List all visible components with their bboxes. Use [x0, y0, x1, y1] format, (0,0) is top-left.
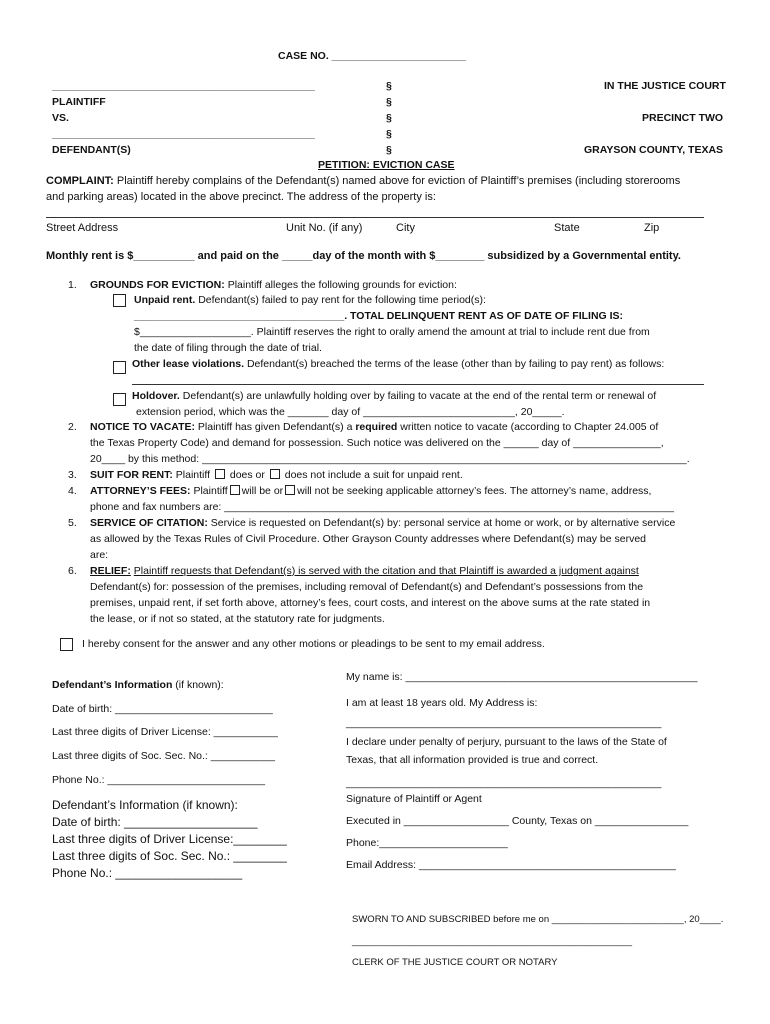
other-violations-heading: Other lease violations. — [132, 358, 245, 370]
defendant-info-title — [52, 678, 224, 694]
defendant-phone[interactable]: Phone No.: ___________________________ — [52, 774, 266, 786]
suit-for-rent-a: Plaintiff — [175, 469, 211, 481]
other-violations-line[interactable] — [132, 384, 704, 385]
unit-label: Unit No. (if any) — [286, 222, 363, 234]
holdover-checkbox[interactable] — [113, 393, 126, 406]
holdover-heading: Holdover. — [132, 390, 180, 402]
attorney-fees-b: will be or — [241, 485, 284, 497]
defendant-info-heading: Defendant’s Information — [52, 679, 173, 691]
item-1 — [90, 278, 457, 294]
attorney-fees-heading: ATTORNEY’S FEES: — [90, 485, 191, 497]
email-consent-checkbox[interactable] — [60, 638, 73, 651]
relief-line-4: the lease, or if not so stated, at the statutory rate for judgments. — [90, 613, 385, 625]
attorney-fees-a: Plaintiff — [193, 485, 228, 497]
service-line-3: are: — [90, 549, 109, 561]
defendant-info-suffix: (if known): — [175, 679, 224, 691]
notice-text-a: Plaintiff has given Defendant(s) a — [197, 421, 353, 433]
defendant-info-large-title: Defendant’s Information (if known): — [52, 798, 238, 812]
does-not-checkbox[interactable] — [270, 469, 280, 479]
defendant-phone-large[interactable]: Phone No.: ___________________ — [52, 866, 243, 880]
notice-heading: NOTICE TO VACATE: — [90, 421, 195, 433]
attorney-contact-line[interactable]: phone and fax numbers are: _____________________________________________________________________________ — [90, 501, 674, 513]
other-violations-checkbox[interactable] — [113, 361, 126, 374]
plaintiff-email[interactable]: Email Address: ____________________________________________ — [346, 859, 676, 871]
signature-label: Signature of Plaintiff or Agent — [346, 793, 482, 805]
suit-for-rent-b: does or — [229, 469, 265, 481]
unpaid-amount-line-2: the date of filing through the date of trial. — [134, 342, 322, 354]
section-mark: § — [386, 80, 392, 92]
defendant-line[interactable]: _____________________________________________ — [52, 128, 315, 140]
unpaid-rent-text: Defendant(s) failed to pay rent for the following time period(s): — [198, 294, 486, 306]
court-name: IN THE JUSTICE COURT — [604, 80, 726, 92]
plaintiff-phone[interactable]: Phone:______________________ — [346, 837, 508, 849]
unpaid-period-line[interactable]: ____________________________________. TOTAL DELINQUENT RENT AS OF DATE OF FILING IS: — [134, 310, 624, 322]
perjury-line-1: I declare under penalty of perjury, pursuant to the laws of the State of — [346, 736, 667, 748]
service-text: Service is requested on Defendant(s) by: personal service at home or work, or by alternative service — [210, 517, 676, 529]
unpaid-amount-line[interactable]: $___________________. Plaintiff reserves the right to orally amend the amount at trial to include rent due from — [134, 326, 650, 338]
notary-signature-line[interactable]: _____________________________________________________ — [352, 936, 633, 947]
suit-for-rent-c: does not include a suit for unpaid rent. — [284, 469, 463, 481]
notice-required: required — [355, 421, 398, 433]
attorney-fees-c: will not be seeking applicable attorney’s fees. The attorney’s name, address, — [297, 485, 652, 497]
service-line-2: as allowed by the Texas Rules of Civil Procedure. Other Grayson County addresses where Defendant(s) may be served — [90, 533, 646, 545]
signature-line[interactable]: ______________________________________________________ — [346, 777, 662, 789]
vs-label: VS. — [52, 112, 69, 124]
section-mark: § — [386, 128, 392, 140]
item-3 — [90, 468, 463, 484]
unpaid-rent — [134, 293, 486, 309]
grounds-heading: GROUNDS FOR EVICTION: — [90, 279, 225, 291]
defendant-dob[interactable]: Date of birth: ___________________________ — [52, 703, 273, 715]
complaint-line-1 — [46, 175, 680, 187]
petition-title: PETITION: EVICTION CASE — [318, 159, 455, 171]
defendant-dl[interactable]: Last three digits of Driver License: ___________ — [52, 726, 278, 738]
item-6-number: 6. — [68, 565, 77, 577]
executed-in[interactable]: Executed in __________________ County, Texas on ________________ — [346, 815, 689, 827]
unpaid-rent-heading: Unpaid rent. — [134, 294, 196, 306]
item-4-number: 4. — [68, 485, 77, 497]
section-mark: § — [386, 112, 392, 124]
other-violations — [132, 357, 664, 373]
item-5 — [90, 516, 675, 532]
defendant-dob-large[interactable]: Date of birth: ____________________ — [52, 815, 258, 829]
plaintiff-label: PLAINTIFF — [52, 96, 106, 108]
notice-text-b: written notice to vacate (according to Chapter 24.005 of — [400, 421, 659, 433]
defendant-dl-large[interactable]: Last three digits of Driver License:________ — [52, 832, 287, 846]
city-label: City — [396, 222, 415, 234]
relief-line-2: Defendant(s) for: possession of the premises, including removal of Defendant(s) and Defendant’s possessions from the — [90, 581, 644, 593]
defendant-ssn-large[interactable]: Last three digits of Soc. Sec. No.: ________ — [52, 849, 287, 863]
relief-heading: RELIEF: — [90, 565, 131, 577]
plaintiff-name[interactable]: My name is: __________________________________________________ — [346, 671, 698, 683]
precinct: PRECINCT TWO — [642, 112, 724, 124]
item-6 — [90, 564, 639, 580]
perjury-line-2: Texas, that all information provided is true and correct. — [346, 754, 599, 766]
plaintiff-line[interactable]: _____________________________________________ — [52, 80, 315, 92]
complaint-line-2: and parking areas) located in the above precinct. The address of the property is: — [46, 191, 436, 203]
case-number[interactable]: CASE NO. _______________________ — [278, 50, 466, 62]
item-1-number: 1. — [68, 279, 77, 291]
relief-text: Plaintiff requests that Defendant(s) is served with the citation and that Plaintiff is awarded a judgment against — [133, 565, 639, 577]
notice-line-2[interactable]: the Texas Property Code) and demand for possession. Such notice was delivered on the ______ day of _______________, — [90, 437, 664, 449]
item-3-number: 3. — [68, 469, 77, 481]
item-2-number: 2. — [68, 421, 77, 433]
email-consent-text: I hereby consent for the answer and any other motions or pleadings to be sent to my email address. — [82, 638, 545, 650]
holdover — [132, 389, 656, 405]
plaintiff-address-line[interactable]: ______________________________________________________ — [346, 717, 662, 729]
does-checkbox[interactable] — [215, 469, 225, 479]
sworn-statement[interactable]: SWORN TO AND SUBSCRIBED before me on _________________________, 20____. — [352, 914, 724, 925]
clerk-label: CLERK OF THE JUSTICE COURT OR NOTARY — [352, 957, 558, 968]
will-not-be-checkbox[interactable] — [285, 485, 295, 495]
holdover-line-2[interactable]: extension period, which was the _______ day of __________________________, 20_____. — [136, 406, 565, 418]
complaint-label: COMPLAINT: — [46, 175, 114, 187]
street-address-label: Street Address — [46, 222, 119, 234]
item-2 — [90, 420, 658, 436]
item-5-number: 5. — [68, 517, 77, 529]
section-mark: § — [386, 96, 392, 108]
service-heading: SERVICE OF CITATION: — [90, 517, 208, 529]
monthly-rent-line[interactable]: Monthly rent is $__________ and paid on the _____day of the month with $________ subsidized by a Governmental entity. — [46, 250, 681, 262]
other-violations-text: Defendant(s) breached the terms of the lease (other than by failing to pay rent) as follows: — [246, 358, 665, 370]
unpaid-rent-checkbox[interactable] — [113, 294, 126, 307]
state-label: State — [554, 222, 580, 234]
plaintiff-age-address: I am at least 18 years old. My Address is: — [346, 697, 538, 709]
notice-line-3[interactable]: 20____ by this method: ___________________________________________________________________________________. — [90, 453, 690, 465]
county: GRAYSON COUNTY, TEXAS — [584, 144, 724, 156]
grounds-text: Plaintiff alleges the following grounds for eviction: — [227, 279, 457, 291]
defendant-ssn[interactable]: Last three digits of Soc. Sec. No.: ___________ — [52, 750, 275, 762]
section-mark: § — [386, 144, 392, 156]
complaint-text: Plaintiff hereby complains of the Defendant(s) named above for eviction of Plaintiff’s premises (including storerooms — [116, 175, 681, 187]
item-4 — [90, 484, 651, 500]
will-be-checkbox[interactable] — [230, 485, 240, 495]
zip-label: Zip — [644, 222, 660, 234]
holdover-text: Defendant(s) are unlawfully holding over by failing to vacate at the end of the rental term or renewal of — [182, 390, 657, 402]
relief-line-3: premises, unpaid rent, if set forth above, attorney’s fees, court costs, and interest on the above sums at the rate stated in — [90, 597, 651, 609]
defendant-label: DEFENDANT(S) — [52, 144, 131, 156]
suit-for-rent-heading: SUIT FOR RENT: — [90, 469, 173, 481]
address-line[interactable] — [46, 217, 704, 218]
